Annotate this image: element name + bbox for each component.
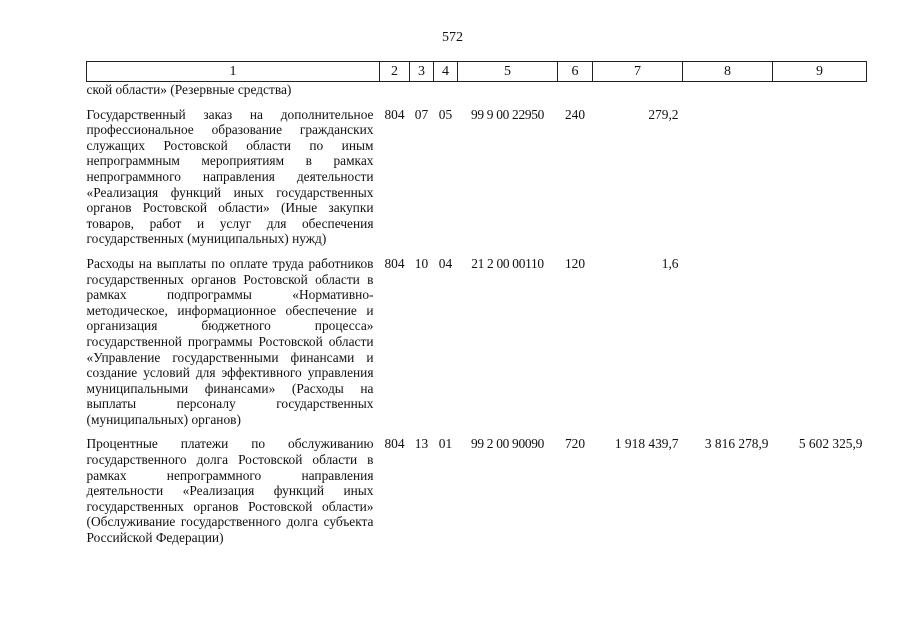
- row-expense-type: 120: [564, 255, 586, 271]
- row-subsection-code: 04: [438, 255, 453, 271]
- header-col-2: 2: [380, 62, 410, 82]
- row-name: Расходы на выплаты по оплате труда работников государственных органов Ростовской области в рамках подпрограммы «Нормативно-методическое, информационное обеспечение и организация бюджетного процесса» государственной программы Ростовской области «Управление государственными финансами и создание условий для эффективного управления муниципальными финансами» (Расходы на выплаты персоналу государственных (муниципальных) органов): [86, 255, 374, 427]
- table-header: [87, 62, 867, 82]
- row-amount-col7: 1,6: [661, 255, 679, 271]
- table-body: [87, 82, 867, 553]
- budget-table: [86, 61, 867, 553]
- table-row-continued: [87, 82, 867, 105]
- row-amount-col9: 5 602 325,9: [798, 436, 863, 452]
- row-ministry-code: 804: [384, 436, 405, 452]
- header-col-5: 5: [458, 62, 558, 82]
- header-col-7: 7: [593, 62, 683, 82]
- row-expense-type: 720: [564, 436, 586, 452]
- row-amount-col8: [683, 105, 773, 254]
- row-expense-type: 240: [564, 106, 586, 122]
- row-amount-col7: 279,2: [648, 106, 679, 122]
- header-col-9: 9: [773, 62, 867, 82]
- header-row: [87, 62, 867, 82]
- continued-text: ской области» (Резервные средства): [86, 82, 292, 97]
- row-target-code: 21 2 00 00110: [471, 255, 544, 271]
- table-row: [87, 105, 867, 254]
- row-amount-col9: [773, 254, 867, 435]
- table-row: [87, 434, 867, 552]
- header-col-3: 3: [410, 62, 434, 82]
- row-target-code: 99 9 00 22950: [470, 106, 545, 122]
- header-col-4: 4: [434, 62, 458, 82]
- table-row: [87, 254, 867, 435]
- row-name: Процентные платежи по обслуживанию государственного долга Ростовской области в рамках непрограммного направления деятельности «Реализация функций иных государственных органов Ростовской области» (Обслуживание государственного долга субъекта Российской Федерации): [86, 436, 374, 546]
- row-ministry-code: 804: [384, 106, 405, 122]
- row-amount-col9: [773, 105, 867, 254]
- row-amount-col8: [683, 254, 773, 435]
- header-col-1: 1: [87, 62, 380, 82]
- row-section-code: 07: [414, 106, 429, 122]
- row-section-code: 13: [414, 436, 429, 452]
- header-col-6: 6: [558, 62, 593, 82]
- row-target-code: 99 2 00 90090: [470, 436, 545, 452]
- row-name: Государственный заказ на дополнительное профессиональное образование гражданских служащих Ростовской области по иным непрограммным мероприятиям в рамках непрограммного направления деятельности «Реализация функций иных государственных органов Ростовской области» (Иные закупки товаров, работ и услуг для обеспечения государственных (муниципальных) нужд): [86, 106, 374, 247]
- header-col-8: 8: [683, 62, 773, 82]
- row-ministry-code: 804: [384, 255, 405, 271]
- row-amount-col7: 1 918 439,7: [614, 436, 679, 452]
- row-subsection-code: 01: [438, 436, 453, 452]
- page-number: 572: [442, 30, 463, 45]
- row-amount-col8: 3 816 278,9: [704, 436, 769, 452]
- row-subsection-code: 05: [438, 106, 453, 122]
- row-section-code: 10: [414, 255, 429, 271]
